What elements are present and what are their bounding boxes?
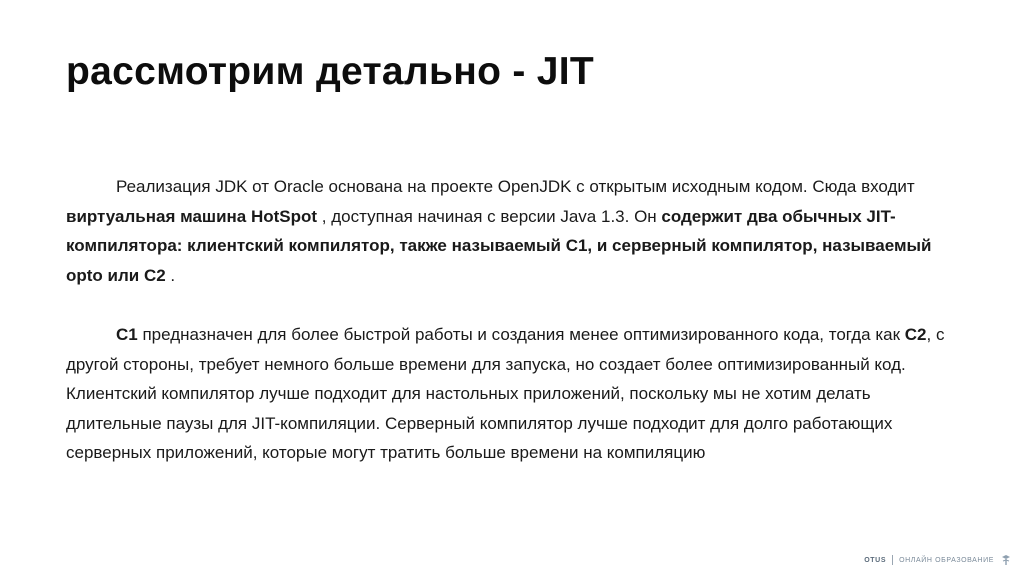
p2-text-2: , с другой стороны, требует немного больше времени для запуска, но создает более оптимизированный код. Клиентский компилятор лучше подходит для настольных приложений, поскольку мы не хотим делать длительные паузы для JIT-компиляции. Серверный компилятор лучше подходит для долго работающих серверных приложений, которые могут тратить больше времени на компиляцию bbox=[66, 325, 945, 462]
paragraph-c1-c2 bbox=[66, 320, 966, 468]
p1-text-3: . bbox=[165, 265, 176, 285]
p2-bold-c2: C2 bbox=[904, 325, 927, 344]
p1-bold-compilers: содержит два обычных JIT-компилятора: клиентский компилятор, также называемый С1, и серверный компилятор, называемый opto или С2 bbox=[66, 206, 932, 285]
footer-tagline: ОНЛАЙН ОБРАЗОВАНИЕ bbox=[899, 556, 994, 564]
footer-branding bbox=[864, 554, 1012, 566]
p1-text-1: Реализация JDK от Oracle основана на проекте OpenJDK с открытым исходным кодом. Сюда входит bbox=[116, 177, 915, 196]
p1-text-2: , доступная начиная с версии Java 1.3. Он bbox=[317, 206, 662, 226]
otus-logo-icon bbox=[1000, 554, 1012, 566]
paragraph-gap bbox=[66, 290, 966, 320]
p2-text-1: предназначен для более быстрой работы и создания менее оптимизированного кода, тогда как bbox=[137, 325, 905, 344]
footer-separator bbox=[892, 555, 893, 565]
slide-body bbox=[66, 172, 966, 468]
p1-bold-hotspot: виртуальная машина HotSpot bbox=[66, 206, 318, 226]
slide-title: рассмотрим детально - JIT bbox=[66, 50, 595, 93]
paragraph-jdk-overview bbox=[66, 172, 966, 290]
footer-brand: OTUS bbox=[864, 556, 887, 564]
p2-bold-c1: C1 bbox=[116, 325, 138, 344]
